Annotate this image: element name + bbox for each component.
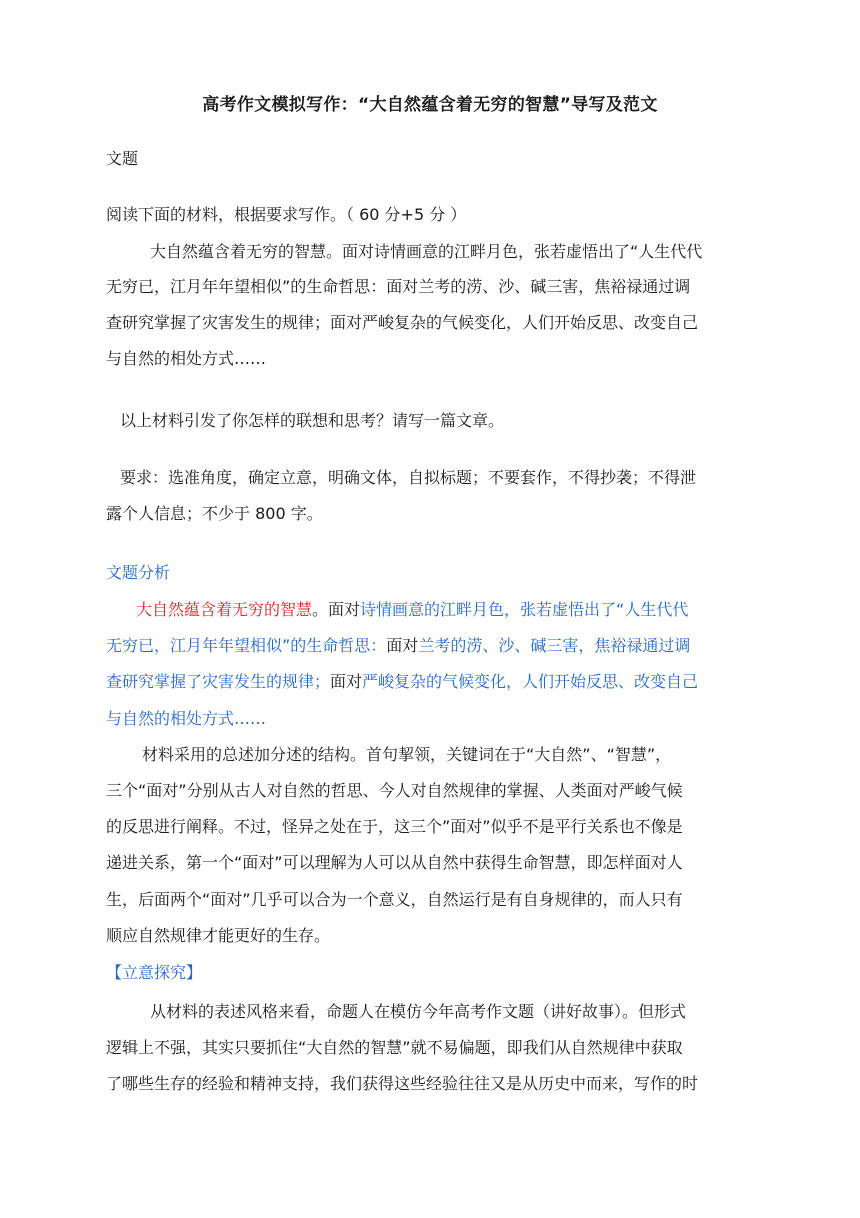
commentary-line: 递进关系，第一个“面对”可以理解为人可以从自然中获得生命智慧，即怎样面对人 [106, 853, 683, 872]
material-line: 查研究掌握了灾害发生的规律；面对严峻复杂的气候变化，人们开始反思、改变自己 [106, 313, 699, 332]
phrase-highlight: 诗情画意的江畔月色，张若虚悟出了“人生代代 [360, 600, 689, 619]
phrase-highlight: 无穷已，江月年年望相似”的生命哲思： [106, 636, 387, 655]
phrase-highlight: 严峻复杂的气候变化，人们开始反思、改变自己 [362, 672, 699, 691]
material-line: 无穷已，江月年年望相似”的生命哲思：面对兰考的涝、沙、碱三害，焦裕禄通过调 [106, 277, 691, 296]
analysis-line: 与自然的相处方式…… [106, 709, 267, 728]
document-title: 高考作文模拟写作：“大自然蕴含着无穷的智慧”导写及范文 [202, 95, 658, 115]
commentary-line: 材料采用的总述加分述的结构。首句挈领，关键词在于“大自然”、“智慧”， [142, 745, 672, 764]
commentary-line: 顺应自然规律才能更好的生存。 [106, 926, 331, 945]
commentary-line: 的反思进行阐释。不过，怪异之处在于，这三个”面对”似乎不是平行关系也不像是 [106, 817, 683, 836]
explore-line: 逻辑上不强，其实只要抓住“大自然的智慧”就不易偏题，即我们从自然规律中获取 [106, 1038, 683, 1057]
phrase-highlight: 查研究掌握了灾害发生的规律； [106, 672, 331, 691]
phrase-highlight: 兰考的涝、沙、碱三害，焦裕禄通过调 [418, 636, 691, 655]
keyword-highlight: 大自然蕴含着无穷的智慧 [136, 600, 313, 619]
explore-line: 了哪些生存的经验和精神支持，我们获得这些经验往往又是从历史中而来，写作的时 [106, 1074, 699, 1093]
label-wenti: 文题 [106, 149, 139, 168]
analysis-line: 查研究掌握了灾害发生的规律；面对严峻复杂的气候变化，人们开始反思、改变自己 [106, 672, 699, 691]
analysis-line: 大自然蕴含着无穷的智慧。面对诗情画意的江畔月色，张若虚悟出了“人生代代 [136, 600, 689, 619]
analysis-line: 无穷已，江月年年望相似”的生命哲思：面对兰考的涝、沙、碱三害，焦裕禄通过调 [106, 636, 691, 655]
requirement-line: 要求：选准角度，确定立意，明确文体，自拟标题；不要套作，不得抄袭；不得泄 [120, 468, 697, 487]
material-line: 与自然的相处方式…… [106, 349, 267, 368]
commentary-line: 生，后面两个“面对”几乎可以合为一个意义，自然运行是有自身规律的，而人只有 [106, 890, 683, 909]
material-line: 大自然蕴含着无穷的智慧。面对诗情画意的江畔月色，张若虚悟出了“人生代代 [150, 242, 703, 261]
prompt-text: 阅读下面的材料，根据要求写作。（ 60 分+5 分 ） [106, 205, 467, 224]
explore-line: 从材料的表述风格来看，命题人在模仿今年高考作文题（讲好故事）。但形式 [150, 1002, 687, 1021]
commentary-line: 三个“面对”分别从古人对自然的哲思、今人对自然规律的掌握、人类面对严峻气候 [106, 781, 683, 800]
section-heading: 【立意探究】 [106, 963, 203, 982]
question-text: 以上材料引发了你怎样的联想和思考？请写一篇文章。 [120, 411, 505, 430]
analysis-heading: 文题分析 [106, 563, 171, 582]
requirement-line: 露个人信息；不少于 800 字。 [106, 504, 323, 523]
